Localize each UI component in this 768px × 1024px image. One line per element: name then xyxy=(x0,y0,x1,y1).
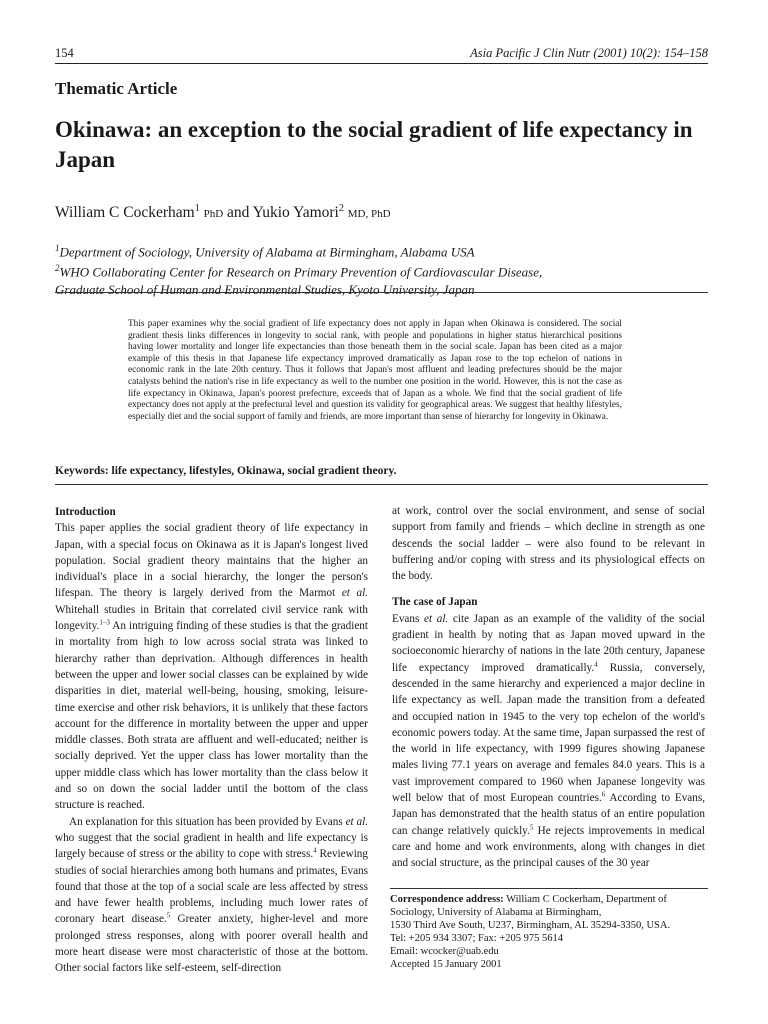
keywords: Keywords: life expectancy, lifestyles, Okinawa, social gradient theory. xyxy=(55,465,397,477)
citation-mark: 5 xyxy=(166,911,171,920)
text-run: Evans xyxy=(392,612,424,625)
correspondence-text: William C Cockerham, Department of xyxy=(503,894,667,905)
running-header xyxy=(55,46,708,64)
affiliation-2-line-1: WHO Collaborating Center for Research on Primary Prevention of Cardiovascular Disease, xyxy=(59,264,543,280)
author-conjunction: and xyxy=(227,204,250,222)
correspondence-line: Sociology, University of Alabama at Birmingham, xyxy=(390,907,602,918)
affiliation-1 xyxy=(55,240,708,260)
author-1-name: William C Cockerham xyxy=(55,204,195,222)
page-number: 154 xyxy=(55,46,74,60)
citation-mark: 6 xyxy=(601,790,606,799)
body-paragraph xyxy=(55,520,368,813)
abstract: This paper examines why the social gradient of life expectancy does not apply in Japan when Okinawa is considered. The social gradient thesis links differences in longevity to social rank, with people and populations in higher status hierarchical positions having lower mortality and longer life expectancies than those beneath them in the social scale. Japan has been cited as a major example of this thesis in that Japanese life expectancy improved dramatically as Japan rose to the top echelon of nations in economic rank in the late 20th century. Thus it follows that Japan's most affluent and leading prefectures should be the major catalysts behind the nation's rise in life expectancy as well to the number one position in the world. However, this is not the case as life expectancy in Okinawa, Japan's poorest prefecture, exceeds that of Japan as a whole. We find that the social gradient of life expectancy does not apply at the prefectural level and question its validity for geographical areas. We suggest that healthy lifestyles, especially diet and the social support of family and friends, are more important than sense of hierarchy for longevity in Okinawa. xyxy=(128,319,622,422)
text-run: An intriguing finding of these studies is that the gradient in mortality from high to low across social strata was linked to hierarchy rather than deprivation. Although differences in health between the upper and lower social classes can be explained by wide disparities in diet, material well-being, housing, smoking, leisure-time exercise and other risk behaviors, it is unlikely that these factors account for the difference in mortality between the upper and upper middle classes. Both strata are affluent and well-educated; neither is socially deprived. Yet the upper class has lower mortality than the upper middle class which has lower mortality than the class below it and so on down the social ladder until the bottom of the class structure is reached. xyxy=(55,620,368,812)
text-run-italic: et al. xyxy=(424,612,449,625)
author-1-degree: PhD xyxy=(203,208,224,221)
accepted-date: Accepted 15 January 2001 xyxy=(390,959,502,970)
affiliations xyxy=(55,240,708,298)
author-line xyxy=(55,203,391,222)
text-run: Reviewing studies of social hierarchies among both humans and primates, Evans found that those at the top of a social scale are less affected by stress and have fewer health problems, including much lower rates of coronary heart disease. xyxy=(55,848,368,926)
article-title: Okinawa: an exception to the social gradient of life expectancy in Japan xyxy=(55,117,693,172)
body-paragraph: at work, control over the social environment, and sense of social support from family and friends – which decline in strength as one descends the social ladder – were also found to be relevant in buffering and/or coping with stress and its physiological effects on the body. xyxy=(392,505,705,583)
affiliation-2-line-2: Graduate School of Human and Environmental Studies, Kyoto University, Japan xyxy=(55,281,475,297)
text-run-italic: et al. xyxy=(341,587,368,600)
citation-mark: 4 xyxy=(594,659,598,668)
text-run: According to Evans, Japan has demonstrated that the health status of an entire population can change relatively quickly. xyxy=(392,792,705,837)
text-run: Whitehall studies in Britain that correlated civil service rank with longevity. xyxy=(55,603,368,633)
correspondence-line: Tel: +205 934 3307; Fax: +205 975 5614 xyxy=(390,933,563,944)
affiliation-2 xyxy=(55,260,708,280)
author-2-affiliation-mark: 2 xyxy=(338,203,344,214)
text-run: who suggest that the social gradient in health and life expectancy is largely because of stress or the ability to cope with stress. xyxy=(55,831,368,861)
correspondence-line: 1530 Third Ave South, U237, Birmingham, AL 35294-3350, USA. xyxy=(390,920,671,931)
citation-mark: 1–3 xyxy=(99,618,110,627)
divider xyxy=(55,292,708,293)
affiliation-2-mark: 2 xyxy=(55,263,60,274)
right-column xyxy=(392,503,705,872)
text-run-italic: et al. xyxy=(345,815,368,828)
divider xyxy=(55,484,708,485)
body-paragraph xyxy=(55,814,368,977)
text-run: This paper applies the social gradient theory of life expectancy in Japan, with a special focus on Okinawa as it is Japan's longest lived population. Social gradient theory maintains that the higher an individual's place in a social hierarchy, the longer the person's lifespan. The theory is largely derived from the Marmot xyxy=(55,522,368,600)
text-run: Greater anxiety, higher-level and more prolonged stress responses, along with poorer overall health and more heart disease were most characteristic of those at the bottom. Other social factors like self-esteem, self-direction xyxy=(55,913,369,975)
text-run: He rejects improvements in medical care and home and work environments, along with changes in diet and social structure, as the principal causes of the 30 year xyxy=(392,824,706,870)
correspondence-box xyxy=(390,888,708,971)
author-2-degree: MD, PhD xyxy=(347,208,391,221)
text-run: Russia, conversely, descended in the same hierarchy and experienced a major decline in life expectancy as well. Japan made the transition from a defeated and occupied nation in 1945 to the very top echelon of the world's economic powers today. At the same time, Japan surpassed the rest of the world in life expectancy, with 1999 figures showing Japanese males living 77.1 years on average and females 84.0 years. This is a vast improvement compared to 1960 when Japanese longevity was well below that of most European countries. xyxy=(392,661,705,805)
text-run: An explanation for this situation has been provided by Evans xyxy=(69,815,346,828)
left-column xyxy=(55,504,368,977)
citation-mark: 5 xyxy=(529,822,534,831)
correspondence-line xyxy=(390,893,708,906)
text-run: cite Japan as an example of the validity of the social gradient in health by noting that as Japan moved upward in the socioeconomic hierarchy of nations in the late 20th century, Japanese life expectancy improved dramatically. xyxy=(392,612,706,674)
section-heading-case-of-japan: The case of Japan xyxy=(392,596,478,609)
correspondence-label: Correspondence address: xyxy=(390,894,504,905)
affiliation-1-mark: 1 xyxy=(55,243,60,253)
body-paragraph xyxy=(392,611,705,872)
journal-reference: Asia Pacific J Clin Nutr (2001) 10(2): 154–158 xyxy=(470,46,708,60)
section-label: Thematic Article xyxy=(55,79,178,98)
author-1-affiliation-mark: 1 xyxy=(194,203,200,214)
citation-mark: 4 xyxy=(313,846,317,855)
correspondence-email: Email: wcocker@uab.edu xyxy=(390,946,499,957)
section-heading-introduction: Introduction xyxy=(55,506,116,518)
affiliation-1-text: Department of Sociology, University of Alabama at Birmingham, Alabama USA xyxy=(59,244,475,260)
author-2-name: Yukio Yamori xyxy=(252,204,339,222)
